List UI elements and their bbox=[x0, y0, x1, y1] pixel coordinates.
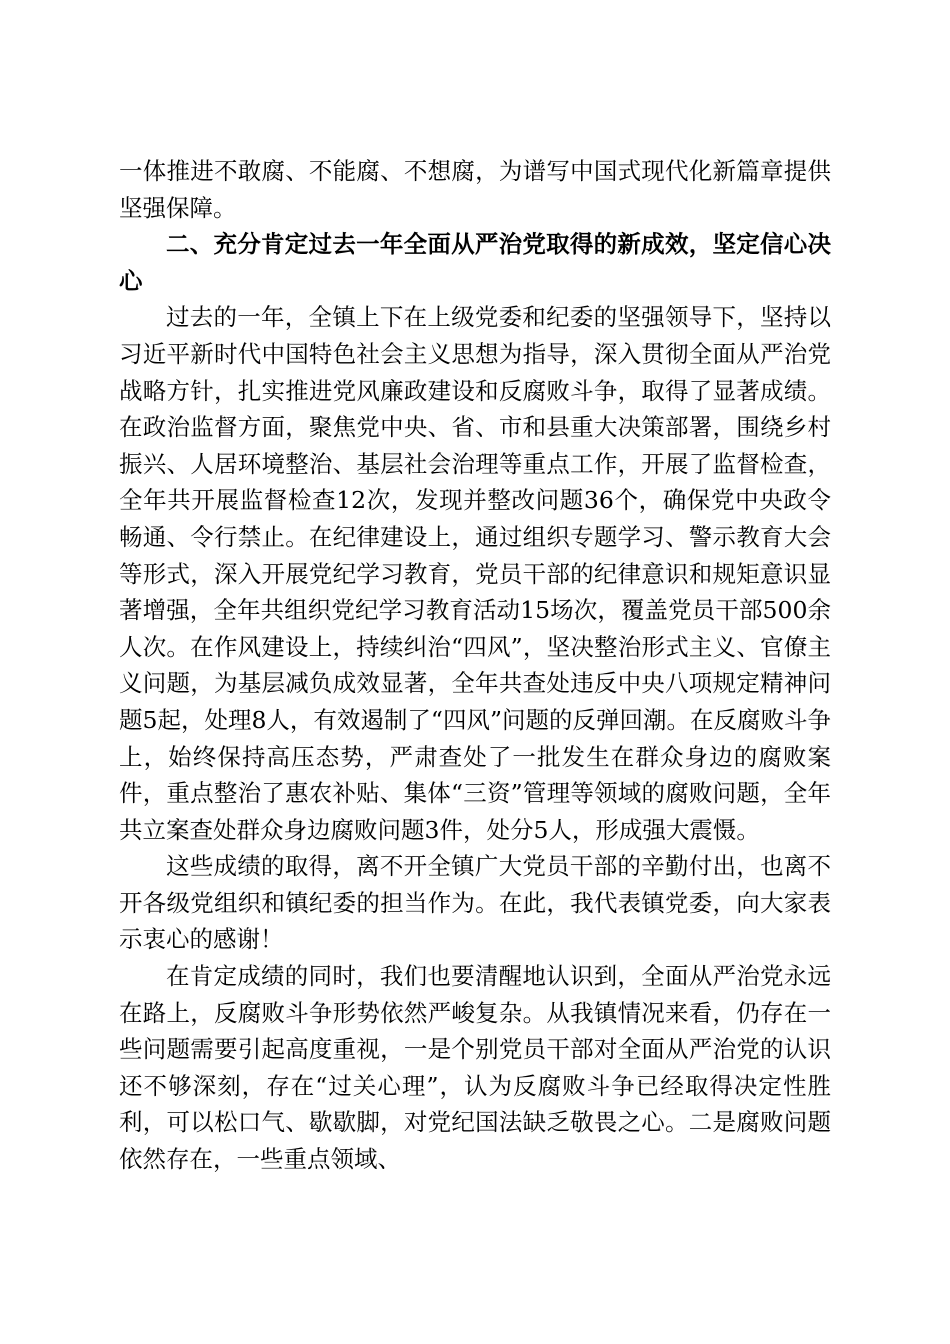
document-body bbox=[119, 153, 831, 1178]
section-heading-2: 二、充分肯定过去一年全面从严治党取得的新成效，坚定信心决心 bbox=[119, 230, 831, 295]
paragraph-problems: 在肯定成绩的同时，我们也要清醒地认识到，全面从严治党永远在路上，反腐败斗争形势依然严峻复杂。从我镇情况来看，仍存在一些问题需要引起高度重视，一是个别党员干部对全面从严治党的认识还不够深刻，存在“过关心理”，认为反腐败斗争已经取得决定性胜利，可以松口气、歇歇脚，对党纪国法缺乏敬畏之心。二是腐败问题依然存在，一些重点领域、 bbox=[119, 962, 831, 1174]
paragraph-achievements: 过去的一年，全镇上下在上级党委和纪委的坚强领导下，坚持以习近平新时代中国特色社会主义思想为指导，深入贯彻全面从严治党战略方针，扎实推进党风廉政建设和反腐败斗争，取得了显著成绩。在政治监督方面，聚焦党中央、省、市和县重大决策部署，围绕乡村振兴、人居环境整治、基层社会治理等重点工作，开展了监督检查，全年共开展监督检查12次，发现并整改问题36个，确保党中央政令畅通、令行禁止。在纪律建设上，通过组织专题学习、警示教育大会等形式，深入开展党纪学习教育，党员干部的纪律意识和规矩意识显著增强，全年共组织党纪学习教育活动15场次，覆盖党员干部500余人次。在作风建设上，持续纠治“四风”，坚决整治形式主义、官僚主义问题，为基层减负成效显著，全年共查处违反中央八项规定精神问题5起，处理8人，有效遏制了“四风”问题的反弹回潮。在反腐败斗争上，始终保持高压态势，严肃查处了一批发生在群众身边的腐败案件，重点整治了惠农补贴、集体“三资”管理等领域的腐败问题，全年共立案查处群众身边腐败问题3件，处分5人，形成强大震慑。 bbox=[119, 303, 831, 844]
paragraph-thanks: 这些成绩的取得，离不开全镇广大党员干部的辛勤付出，也离不开各级党组织和镇纪委的担当作为。在此，我代表镇党委，向大家表示衷心的感谢！ bbox=[119, 852, 831, 954]
paragraph-continuation: 一体推进不敢腐、不能腐、不想腐，为谱写中国式现代化新篇章提供坚强保障。 bbox=[119, 157, 831, 222]
